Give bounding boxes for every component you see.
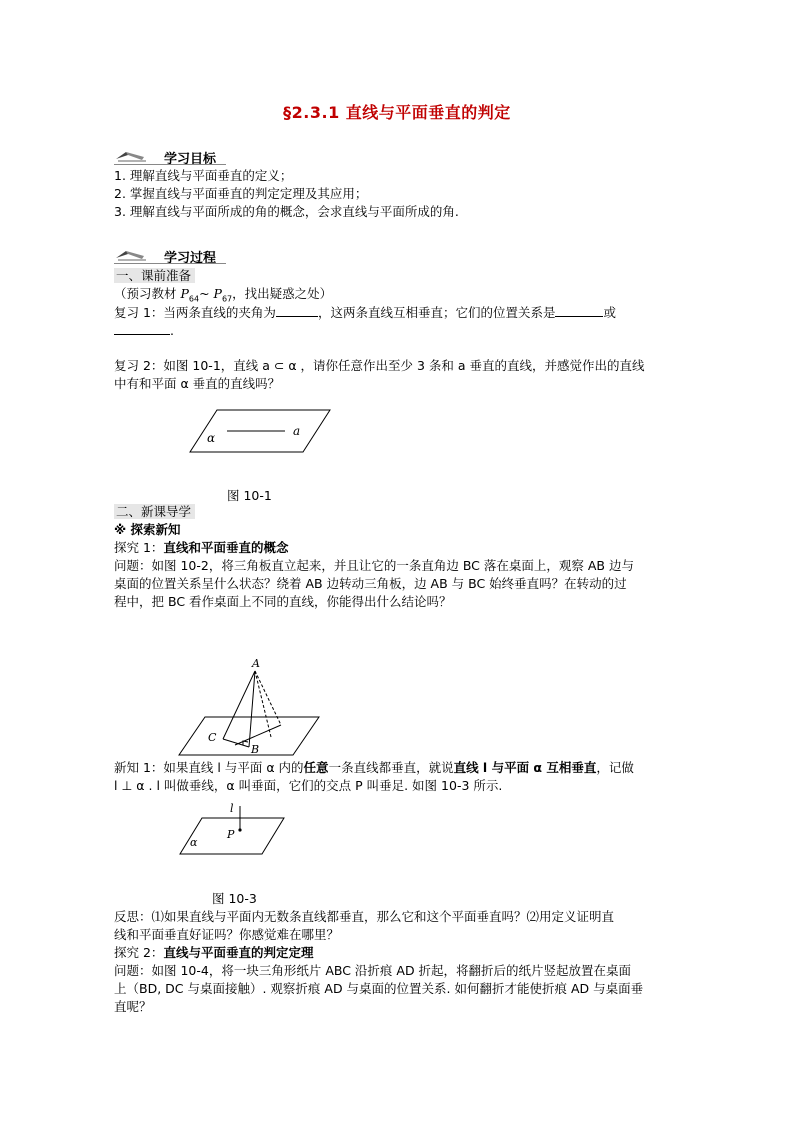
label-a: a xyxy=(293,424,301,438)
question-1-line2: 桌面的位置关系呈什么状态？绕着 AB 边转动三角板，边 AB 与 BC 始终垂直吗？在转动的过 xyxy=(114,576,627,591)
new-1-text-e: ，记做 xyxy=(596,760,634,775)
inquiry-2-label: 探究 2： xyxy=(114,945,164,960)
label-P: P xyxy=(227,828,235,841)
desk-line xyxy=(235,725,281,745)
inquiry-1-title: 直线和平面垂直的概念 xyxy=(163,540,289,555)
process-heading: 学习过程 xyxy=(164,251,217,266)
label-alpha: α xyxy=(190,836,198,849)
answer-blank[interactable] xyxy=(114,322,170,335)
inquiry-2-heading xyxy=(114,944,313,962)
goal-item: 3. 理解直线与平面所成的角的概念，会求直线与平面所成的角. xyxy=(114,204,459,219)
preview-p67: P xyxy=(213,286,222,301)
answer-blank[interactable] xyxy=(276,304,318,317)
preview-text: （预习教材 xyxy=(114,286,181,301)
inquiry-1-label: 探究 1： xyxy=(114,540,164,555)
goals-underline xyxy=(114,164,226,165)
question-1-line1: 问题：如图 10-2，将三角板直立起来，并且让它的一条直角边 BC 落在桌面上，观察 AB 边与 xyxy=(114,558,634,573)
process-underline xyxy=(114,263,226,264)
preview-p64: P xyxy=(180,286,189,301)
figure-10-3-caption: 图 10-3 xyxy=(212,891,257,906)
preview-tilde: ~ xyxy=(199,286,214,301)
figure-10-1 xyxy=(185,408,335,456)
section-1-heading: 一、课前准备 xyxy=(114,268,195,283)
review-1-period: . xyxy=(170,323,174,338)
figure-10-2 xyxy=(175,655,325,759)
right-angle-mark xyxy=(243,741,248,745)
pen-icon xyxy=(114,149,150,163)
new-1-text-a: 新知 1：如果直线 l 与平面 α 内的 xyxy=(114,760,304,775)
figure-10-1-caption: 图 10-1 xyxy=(227,488,272,503)
preview-sub64: 64 xyxy=(188,294,200,304)
question-2-line2: 上（BD, DC 与桌面接触）. 观察折痕 AD 与桌面的位置关系. 如何翻折才能使折痕 AD 与桌面垂 xyxy=(114,981,644,996)
question-1-line3: 程中，把 BC 看作桌面上不同的直线，你能得出什么结论吗？ xyxy=(114,594,452,609)
section-2-heading: 二、新课导学 xyxy=(114,504,195,519)
label-C: C xyxy=(208,731,217,744)
preview-text-end: ，找出疑惑之处） xyxy=(232,286,333,301)
goal-item: 1. 理解直线与平面垂直的定义； xyxy=(114,168,293,183)
page-title: §2.3.1 直线与平面垂直的判定 xyxy=(283,103,511,122)
new-knowledge-1-line2: l ⊥ α . l 叫做垂线，α 叫垂面，它们的交点 P 叫垂足. 如图 10-3 所示. xyxy=(114,778,503,793)
section-2-row xyxy=(114,503,195,521)
explore-title: ※ 探索新知 xyxy=(114,522,181,537)
review-2-line2: 中有和平面 α 垂直的直线吗？ xyxy=(114,376,281,391)
label-l: l xyxy=(230,802,234,815)
review-2-line1: 复习 2：如图 10-1，直线 a ⊂ α ，请你任意作出至少 3 条和 a 垂直的直线，并感觉作出的直线 xyxy=(114,358,645,373)
review-1-text-2: ，这两条直线互相垂直；它们的位置关系是 xyxy=(317,305,556,320)
label-alpha: α xyxy=(207,431,216,445)
inquiry-1-heading xyxy=(114,539,288,557)
review-1-text: 复习 1：当两条直线的夹角为 xyxy=(114,305,276,320)
review-1 xyxy=(114,304,616,322)
triangle-edge-dashed xyxy=(255,671,271,737)
foot-point-P xyxy=(238,828,241,831)
question-2-line3: 直呢？ xyxy=(114,999,152,1014)
reflection-line1: 反思：⑴如果直线与平面内无数条直线都垂直，那么它和这个平面垂直吗？⑵用定义证明直 xyxy=(114,909,615,924)
label-A: A xyxy=(252,657,260,670)
new-knowledge-1-line1 xyxy=(114,759,634,777)
new-1-text-c: 一条直线都垂直，就说 xyxy=(328,760,454,775)
reflection-line2: 线和平面垂直好证吗？你感觉难在哪里？ xyxy=(114,927,340,942)
new-1-text-d: 直线 l 与平面 α 互相垂直 xyxy=(453,760,597,775)
inquiry-2-title: 直线与平面垂直的判定定理 xyxy=(163,945,314,960)
review-1-or: 或 xyxy=(603,305,616,320)
preview-sub67: 67 xyxy=(221,294,233,304)
review-1-cont xyxy=(114,322,174,340)
goal-item: 2. 掌握直线与平面垂直的判定定理及其应用； xyxy=(114,186,368,201)
answer-blank[interactable] xyxy=(555,304,603,317)
label-B: B xyxy=(251,743,260,756)
goals-heading: 学习目标 xyxy=(164,152,217,167)
section-1-row xyxy=(114,267,195,285)
figure-10-3 xyxy=(176,800,288,858)
desk-plane xyxy=(179,717,319,755)
pen-icon xyxy=(114,248,150,262)
new-1-text-b: 任意 xyxy=(303,760,329,775)
question-2-line1: 问题：如图 10-4，将一块三角形纸片 ABC 沿折痕 AD 折起，将翻折后的纸片竖起放置在桌面 xyxy=(114,963,632,978)
